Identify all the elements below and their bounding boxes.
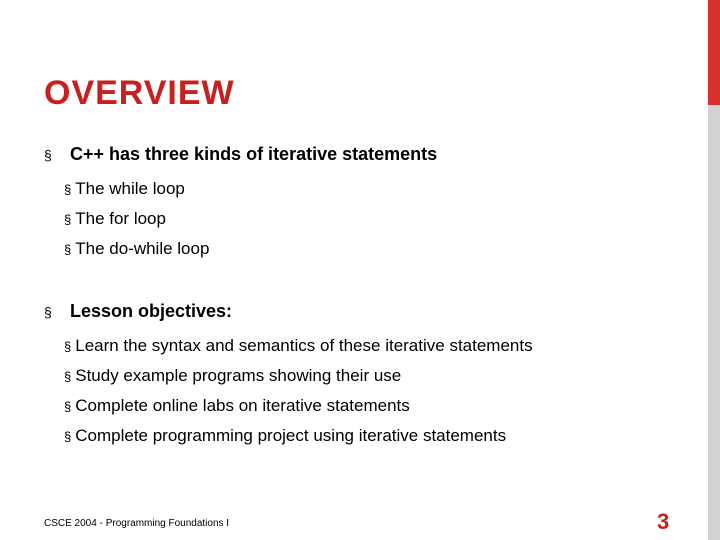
bullet-icon: § xyxy=(64,182,72,197)
list-item: § Complete online labs on iterative statements xyxy=(64,396,410,415)
page-number: 3 xyxy=(657,509,670,534)
right-edge-bar xyxy=(708,0,720,540)
list-item: § Study example programs showing their use xyxy=(64,366,402,385)
section-heading-text: C++ has three kinds of iterative statements xyxy=(70,144,438,164)
right-edge-accent xyxy=(708,0,720,105)
section-heading-iterative xyxy=(44,144,437,165)
list-item: § The do-while loop xyxy=(64,239,210,258)
bullet-icon: § xyxy=(64,369,72,384)
list-item: § Learn the syntax and semantics of these iterative statements xyxy=(64,336,533,355)
bullet-icon: § xyxy=(64,399,72,414)
list-item: § Complete programming project using iterative statements xyxy=(64,426,507,445)
bullet-icon: § xyxy=(64,242,72,257)
loop-types-list xyxy=(64,174,209,264)
list-item: § The while loop xyxy=(64,179,185,198)
objectives-list xyxy=(64,331,533,451)
section-heading-text: Lesson objectives: xyxy=(70,301,233,321)
list-item: § The for loop xyxy=(64,209,166,228)
bullet-icon: § xyxy=(64,429,72,444)
bullet-icon: § xyxy=(64,212,72,227)
slide-title: OVERVIEW xyxy=(44,74,235,112)
bullet-icon: § xyxy=(64,339,72,354)
section-heading-objectives xyxy=(44,301,232,322)
bullet-icon: § xyxy=(44,304,52,320)
bullet-icon: § xyxy=(44,147,52,163)
slide-footer: CSCE 2004 - Programming Foundations I xyxy=(44,518,230,529)
